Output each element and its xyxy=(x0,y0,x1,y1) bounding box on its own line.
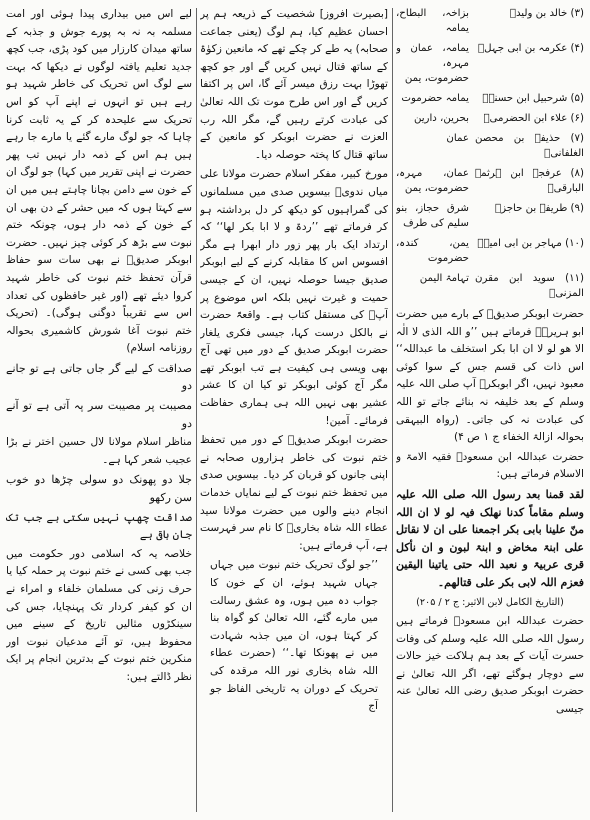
commander-name: (۹) طریفہ بن حاجزؓ xyxy=(494,203,584,214)
commander-name: (۵) شرحبیل ابن حسنہؓ xyxy=(482,93,584,104)
left-paragraph-1: لیے اس میں بیداری پیدا ہوئی اور امت مسلمہ بہ نہ بہ پورے جوش و جذبہ کے ساتھ میدان کارزار میں کود پڑی، جب کچھ جدید تعلیم یافتہ لوگوں نے دیکھا کہ بہت سے لوگ اس تحریک کی خاطر شہید ہو رہے ہیں تو انہوں نے اپنے آپ کو اس تحریک سے علیحدہ کر کے یہ ثابت کرنا چاہا کہ جو لوگ مارے گئے یا مارے جا رہے ہیں ہم اس کے ذمہ دار نہیں تب پھر حضرت نے اپنی تقریر میں کہا) جو لوگ ان کے خون سے دامن بچانا چاہتے ہیں میں ان سے کہتا ہوں کہ میں حشر کے دن بھی ان کے خون کے ذمہ دار ہوں، چونکہ ختم نبوت سے بڑھ کر کوئی چیز نہیں۔ حضرت ابوبکر صدیقؓ نے بھی سات سو حفاظ قرآن تحفظ ختم نبوت کی خاطر شہید کروا دیئے تھے (اور غیر حافظوں کی تعداد اس سے تقریباً دوگنی ہوگی)۔ (تحریک ختم نبوت آغا شورش کاشمیری بحوالہ روزنامہ اسلام) xyxy=(6,8,192,355)
table-row xyxy=(396,6,584,41)
middle-paragraph-1: [بصیرت افروز] شخصیت کے ذریعہ ہم پر احسان عظیم کیا، ہم لوگ (یعنی جماعت صحابہ) یہ طے کر چکے تھے کہ مانعین زکوٰۃ کے ساتھ قتال نہیں کریں گے اور جو کچھ تھوڑا بہت رزق میسر آئے گا، اس پر اکتفا کریں گے اور اس طرح موت تک اللہ تعالیٰ کی عبادت کرتے رہیں گے، مگر اللہ رب العزت نے حضرت ابوبکر کو مانعین کے ساتھ قتال کا پختہ حوصلہ دیا۔ xyxy=(200,8,388,161)
table-row xyxy=(396,201,584,236)
middle-paragraph-2: مورخ کبیر، مفکر اسلام حضرت مولانا علی میاں ندویؒ بیسویں صدی میں مسلمانوں کی گمراہیوں کو دیکھ کر دل برداشتہ ہو کر فرماتے تھے ’’ردۃ و لا ابا بکر لھا‘‘ کہ ارتداد ایک بار پھر زور دار ابھرا ہے مگر افسوس اس کا مقابلہ کرنے کے لیے ابوبکر صدیق جیسا حوصلہ نہیں، ان کے جیسی حمیت و غیرت نہیں بلکہ اس موضوع پر آپؒ کی مستقل کتاب ہے۔ واقعۃً حضرت نے بالکل درست کہا، جیسی فکری یلغار حضرت ابوبکر صدیق کے دور میں تھی آج بھی ویسی ہی کیفیت ہے تب ابوبکر تھے مگر آج کوئی ابوبکر تو کیا ان کا عشر عشیر بھی نہیں اللہ ہی ہماری حفاظت فرمائے۔ آمین! xyxy=(200,168,388,427)
campaign-place: بحرین، دارین xyxy=(413,113,469,124)
commander-name: (۳) خالد بن ولیدؓ xyxy=(509,8,584,19)
table-row xyxy=(396,91,584,111)
ibn-masud-intro: حضرت عبداللہ ابن مسعودؓ فقیہ الامۃ و الاسلام فرماتے ہیں: xyxy=(396,450,584,481)
column-divider-left xyxy=(196,8,197,812)
commander-name: (۸) عرفجہ ابن ہرثمہ البارقیؓ xyxy=(474,168,584,194)
arabic-quote: لقد قمنا بعد رسول اللہ صلی اللہ علیہ وسلم مقاماً کدنا نھلک فیہ لو لا ان اللہ منّ علینا بابی بکر اجمعنا علی ان لا نقاتل علی ابنۃ مخاض و ابنۃ لبون و ان نأکل قری عربیۃ و نعبد اللہ حتی یاتینا الیقین فعزم اللہ لابی بکر علی قتالھم۔ xyxy=(396,487,584,589)
commander-name: (۱۱) سوید ابن مقرن المزنیؓ xyxy=(474,273,584,299)
verse-line-2: صداقت چھپ نہیں سکتی بے جب تک جان باقی ہے xyxy=(6,510,192,542)
commander-name: (۶) علاء ابن الحضرمیؓ xyxy=(483,113,584,124)
column-middle xyxy=(200,6,388,814)
column-left xyxy=(6,6,192,814)
table-row xyxy=(396,131,584,166)
table-row xyxy=(396,41,584,91)
couplet-line-1: صداقت کے لیے گر جاں جاتی ہے تو جانے دو xyxy=(6,361,192,393)
ibn-masud-paragraph: حضرت عبداللہ ابن مسعودؓ فرماتے ہیں رسول اللہ صلی اللہ علیہ وسلم کی وفات حسرت آیات کے بعد ہم ہلاکت خیز حالات سے دوچار ہوگئے تھے، اگر اللہ تعالیٰ نے حضرت ابوبکر صدیق رضی اللہ تعالیٰ عنہ جیسی xyxy=(396,615,584,716)
commander-name: (۱۰) مہاجر بن ابی امیہؓ xyxy=(477,238,584,249)
table-row xyxy=(396,236,584,271)
column-divider-right xyxy=(392,8,393,812)
commanders-table xyxy=(396,6,584,306)
campaign-place: تہامۃ الیمن xyxy=(419,273,469,284)
commander-name: (۷) حذیفہ بن محصن الغلفانیؓ xyxy=(474,133,584,159)
campaign-place: بزاخہ، البطاح، یمامہ xyxy=(396,8,469,34)
arabic-quote-source: (التاریخ الکامل لابن الاثیر: ج ۲ / ۲۰۵) xyxy=(416,596,564,608)
abu-hurairah-paragraph: حضرت ابوبکر صدیقؓ کے بارے میں حضرت ابو ہریرہؓ فرماتے ہیں ’’و اللہ الذی لا الٰہ الا ھو لو لا ان ابا بکر استخلف ما عبداللہ‘‘ اس ذات کی قسم جس کے سوا کوئی معبود نہیں، اگر ابوبکرؓ آپ صلی اللہ علیہ وسلم کے بعد خلیفہ نہ بنائے جاتے تو اللہ کی عبادت نہ کی جاتی۔ (رواہ البیہقی بحوالہ ازالۃ الخفاء ج ۱ ص ۴) xyxy=(396,308,584,444)
table-row xyxy=(396,271,584,306)
verse-line-1: جلا دو پھونک دو سولی چڑھا دو خوب سن رکھو xyxy=(6,473,192,505)
table-row xyxy=(396,111,584,131)
summary-paragraph: خلاصہ یہ کہ اسلامی دور حکومت میں جب بھی کسی نے ختم نبوت پر حملہ کیا یا حرف زنی کی مسلمان خلفاء و امراء نے ان کو کیفر کردار تک پہنچایا، جس کی سینکڑوں مثالیں تاریخ کے سینے میں محفوظ ہیں، تو آئے مدعیان نبوت اور منکرین ختم نبوت کے بدترین انجام پر ایک نظر ڈالتے ہیں: xyxy=(6,547,192,683)
campaign-place: عمان xyxy=(446,133,469,144)
lal-hussain-intro: مناظر اسلام مولانا لال حسین اختر نے بڑا عجیب شعر کہا ہے۔ xyxy=(6,436,192,466)
table-row xyxy=(396,166,584,201)
campaign-place: یمامہ، عمان و مہرہ، حضرموت، یمن xyxy=(396,43,469,84)
column-right xyxy=(396,6,584,814)
middle-paragraph-3: حضرت ابوبکر صدیقؓ کے دور میں تحفظ ختم نبوت کی خاطر ہزاروں صحابہ نے اپنی جانوں کو قربان کر دیا۔ بیسویں صدی میں تحفظ ختم نبوت کے لیے نمایاں خدمات انجام دینے والوں میں حضرت مولانا سید عطاء اللہ شاہ بخاریؒ کا نام سر فہرست ہے، آپ فرماتے ہیں: xyxy=(200,434,388,552)
commander-name: (۴) عکرمہ بن ابی جہلؓ xyxy=(478,43,584,54)
campaign-place: عمان، مہرہ، حضرموت، یمن xyxy=(396,168,469,194)
bukhari-quote: ’’جو لوگ تحریک ختم نبوت میں جہاں جہاں شہید ہوئے، ان کے خون کا جواب دہ میں ہوں، وہ عشق رسالت میں مارے گئے، اللہ تعالیٰ کو گواہ بنا کر کہتا ہوں، ان میں جذبہ شہادت میں نے پھونکا تھا۔‘‘ (حضرت عطاء اللہ شاہ بخاری نور اللہ مرقدہ کی تحریک کے دوران یہ تاریخی الفاظ جو آج xyxy=(210,559,378,713)
campaign-place: یمامہ حضرموت xyxy=(401,93,469,104)
campaign-place: شرق حجاز، بنو سلیم کی طرف xyxy=(396,203,469,229)
campaign-place: یمن، کندہ، حضرموت xyxy=(396,238,469,264)
couplet-line-2: مصیبت پر مصیبت سر پہ آتی ہے تو آنے دو xyxy=(6,399,192,430)
